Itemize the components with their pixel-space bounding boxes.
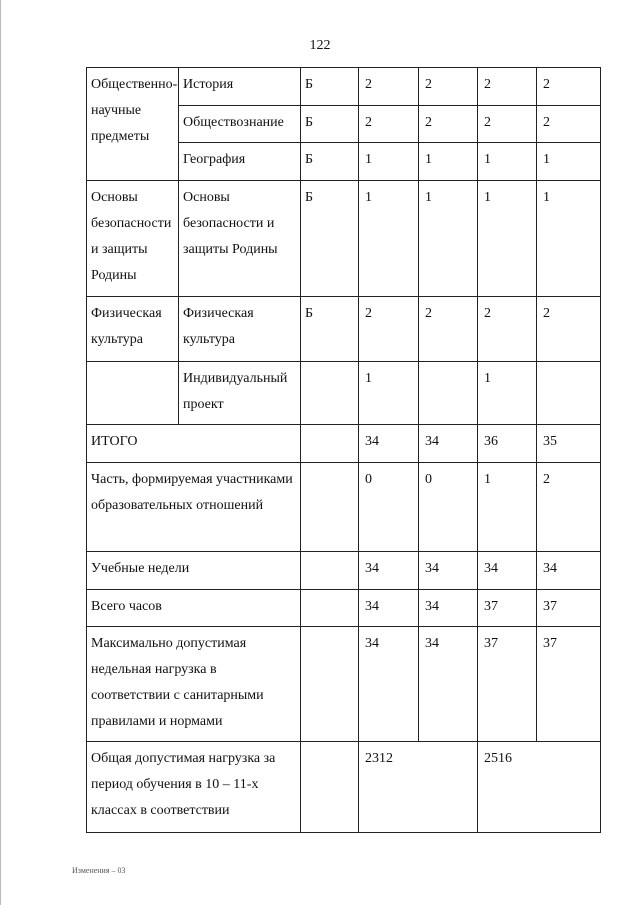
row-label: Максимально допустимая недельная нагрузка в соответствии с санитарными правилами и нормами [87,627,301,742]
table-row [87,552,601,590]
row-label: Общая допустимая нагрузка за период обучения в 10 – 11-х классах в соответствии [87,742,301,833]
level-cell: Б [301,297,359,362]
value-cell: 2 [419,297,478,362]
value-cell: 37 [478,590,537,627]
value-cell: 1 [359,362,419,425]
value-cell: 34 [478,552,537,590]
subject-cell: Физическая культура [179,297,301,362]
value-cell: 2 [419,68,478,106]
value-cell: 34 [359,590,419,627]
table-row [87,425,601,463]
level-cell: Б [301,106,359,143]
level-cell: Б [301,68,359,106]
table-row [87,362,601,425]
empty-cell [301,463,359,552]
value-cell: 1 [359,181,419,297]
empty-cell [301,552,359,590]
value-cell: 34 [359,425,419,463]
subject-cell: Основы безопасности и защиты Родины [179,181,301,297]
table-row [87,463,601,552]
subject-cell: История [179,68,301,106]
value-cell: 2 [419,106,478,143]
empty-cell [301,742,359,833]
value-cell: 1 [537,181,601,297]
value-cell: 34 [537,552,601,590]
empty-cell [301,590,359,627]
page-number: 122 [309,38,331,53]
subject-cell: Индивидуальный проект [179,362,301,425]
total-label: ИТОГО [87,425,301,463]
table-row [87,627,601,742]
level-cell: Б [301,143,359,181]
value-cell: 34 [419,590,478,627]
page-edge [0,0,1,905]
value-cell: 2 [537,68,601,106]
value-cell: 2 [478,68,537,106]
value-cell: 2 [537,463,601,552]
curriculum-table [86,67,601,833]
table-row [87,590,601,627]
value-cell: 1 [478,362,537,425]
value-cell-grade-10: 2312 [359,742,478,833]
value-cell: 2 [359,68,419,106]
row-label: Учебные недели [87,552,301,590]
area-cell: Физическая культура [87,297,179,362]
row-label: Часть, формируемая участниками образовательных отношений [87,463,301,552]
value-cell: 34 [419,552,478,590]
area-cell [87,362,179,425]
subject-cell: География [179,143,301,181]
value-cell: 2 [359,297,419,362]
value-cell: 1 [478,181,537,297]
value-cell: 37 [478,627,537,742]
empty-cell [301,627,359,742]
subject-cell: Обществознание [179,106,301,143]
table-row [87,742,601,833]
value-cell-grade-11: 2516 [478,742,601,833]
value-cell [419,362,478,425]
value-cell: 34 [359,627,419,742]
value-cell: 36 [478,425,537,463]
row-label: Всего часов [87,590,301,627]
value-cell: 37 [537,627,601,742]
value-cell: 2 [478,297,537,362]
value-cell: 34 [419,425,478,463]
value-cell: 34 [359,552,419,590]
value-cell: 1 [419,143,478,181]
footer-revision: Изменения – 03 [72,866,126,875]
area-cell: Основы безопасности и защиты Родины [87,181,179,297]
level-cell: Б [301,181,359,297]
value-cell: 0 [419,463,478,552]
value-cell: 1 [478,463,537,552]
value-cell: 2 [537,106,601,143]
table-row [87,68,601,106]
value-cell: 34 [419,627,478,742]
value-cell: 37 [537,590,601,627]
value-cell: 2 [359,106,419,143]
value-cell: 1 [359,143,419,181]
value-cell [537,362,601,425]
level-cell [301,362,359,425]
value-cell: 0 [359,463,419,552]
value-cell: 2 [478,106,537,143]
value-cell: 35 [537,425,601,463]
value-cell: 2 [537,297,601,362]
table-row [87,297,601,362]
area-cell: Общественно-научные предметы [87,68,179,181]
table-row [87,181,601,297]
value-cell: 1 [537,143,601,181]
value-cell: 1 [419,181,478,297]
empty-cell [301,425,359,463]
value-cell: 1 [478,143,537,181]
